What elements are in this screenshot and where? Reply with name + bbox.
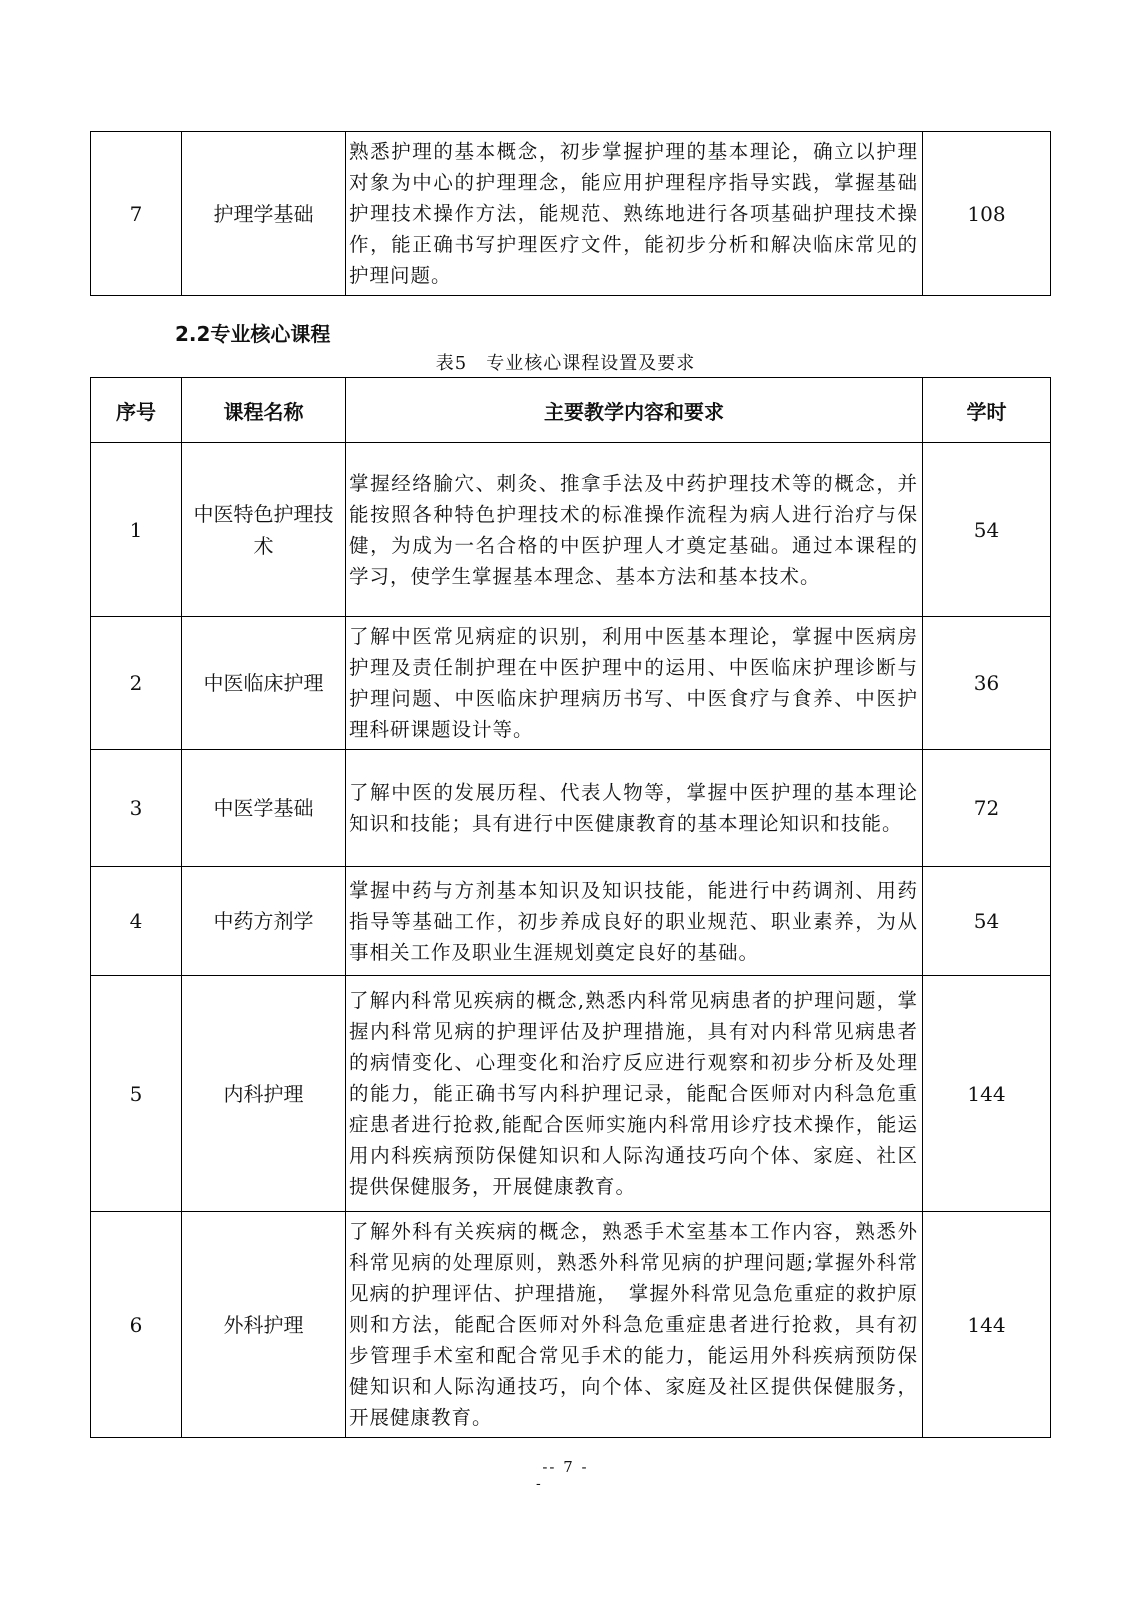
- page-footer-dash: -: [536, 1476, 541, 1492]
- course-content: 了解外科有关疾病的概念，熟悉手术室基本工作内容，熟悉外科常见病的处理原则，熟悉外科常见病的护理问题;掌握外科常见病的护理评估、护理措施， 掌握外科常见急危重症的救护原则和方法，能配合医师对外科急危重症患者进行抢救，具有初步管理手术室和配合常见手术的能力，能运用外科疾病预防保健知识和人际沟通技巧，向个体、家庭及社区提供保健服务，开展健康教育。: [346, 1212, 923, 1438]
- table-row: [91, 867, 1051, 976]
- row-number: 2: [91, 617, 182, 750]
- core-course-table: [90, 377, 1051, 1438]
- table-row: [91, 976, 1051, 1212]
- row-number: 7: [91, 132, 182, 296]
- header-course-name: 课程名称: [182, 378, 346, 443]
- course-content: 了解中医常见病症的识别，利用中医基本理论，掌握中医病房护理及责任制护理在中医护理中的运用、中医临床护理诊断与护理问题、中医临床护理病历书写、中医食疗与食养、中医护理科研课题设计等。: [346, 617, 923, 750]
- course-content: 掌握中药与方剂基本知识及知识技能，能进行中药调剂、用药指导等基础工作，初步养成良好的职业规范、职业素养，为从事相关工作及职业生涯规划奠定良好的基础。: [346, 867, 923, 976]
- course-name: 中医临床护理: [182, 617, 346, 750]
- course-content: 熟悉护理的基本概念，初步掌握护理的基本理论，确立以护理对象为中心的护理理念，能应用护理程序指导实践，掌握基础护理技术操作方法，能规范、熟练地进行各项基础护理技术操作，能正确书写护理医疗文件，能初步分析和解决临床常见的护理问题。: [346, 132, 923, 296]
- course-name: 内科护理: [182, 976, 346, 1212]
- course-hours: 36: [923, 617, 1051, 750]
- table-row: [91, 617, 1051, 750]
- course-hours: 144: [923, 976, 1051, 1212]
- row-number: 5: [91, 976, 182, 1212]
- course-hours: 54: [923, 443, 1051, 617]
- course-content: 了解中医的发展历程、代表人物等，掌握中医护理的基本理论知识和技能；具有进行中医健康教育的基本理论知识和技能。: [346, 750, 923, 867]
- course-name: 外科护理: [182, 1212, 346, 1438]
- course-content: 掌握经络腧穴、刺灸、推拿手法及中药护理技术等的概念，并能按照各种特色护理技术的标准操作流程为病人进行治疗与保健，为成为一名合格的中医护理人才奠定基础。通过本课程的学习，使学生掌握基本理念、基本方法和基本技术。: [346, 443, 923, 617]
- row-number: 6: [91, 1212, 182, 1438]
- table-caption: 表5 专业核心课程设置及要求: [435, 353, 696, 374]
- header-hours: 学时: [923, 378, 1051, 443]
- table-row: [91, 132, 1051, 296]
- previous-course-table: [90, 131, 1051, 296]
- course-hours: 72: [923, 750, 1051, 867]
- row-number: 1: [91, 443, 182, 617]
- page-number: -- 7 -: [542, 1458, 589, 1476]
- table-header-row: [91, 378, 1051, 443]
- table-row: [91, 1212, 1051, 1438]
- course-name: 中医特色护理技术: [182, 443, 346, 617]
- row-number: 3: [91, 750, 182, 867]
- table-row: [91, 443, 1051, 617]
- header-content: 主要教学内容和要求: [346, 378, 923, 443]
- header-number: 序号: [91, 378, 182, 443]
- course-name: 中医学基础: [182, 750, 346, 867]
- course-hours: 144: [923, 1212, 1051, 1438]
- course-hours: 108: [923, 132, 1051, 296]
- course-name: 中药方剂学: [182, 867, 346, 976]
- row-number: 4: [91, 867, 182, 976]
- course-name: 护理学基础: [182, 132, 346, 296]
- section-heading: 2.2专业核心课程: [175, 322, 331, 346]
- course-hours: 54: [923, 867, 1051, 976]
- table-row: [91, 750, 1051, 867]
- course-content: 了解内科常见疾病的概念,熟悉内科常见病患者的护理问题，掌握内科常见病的护理评估及护理措施，具有对内科常见病患者的病情变化、心理变化和治疗反应进行观察和初步分析及处理的能力，能正确书写内科护理记录，能配合医师对内科急危重症患者进行抢救,能配合医师实施内科常用诊疗技术操作，能运用内科疾病预防保健知识和人际沟通技巧向个体、家庭、社区提供保健服务，开展健康教育。: [346, 976, 923, 1212]
